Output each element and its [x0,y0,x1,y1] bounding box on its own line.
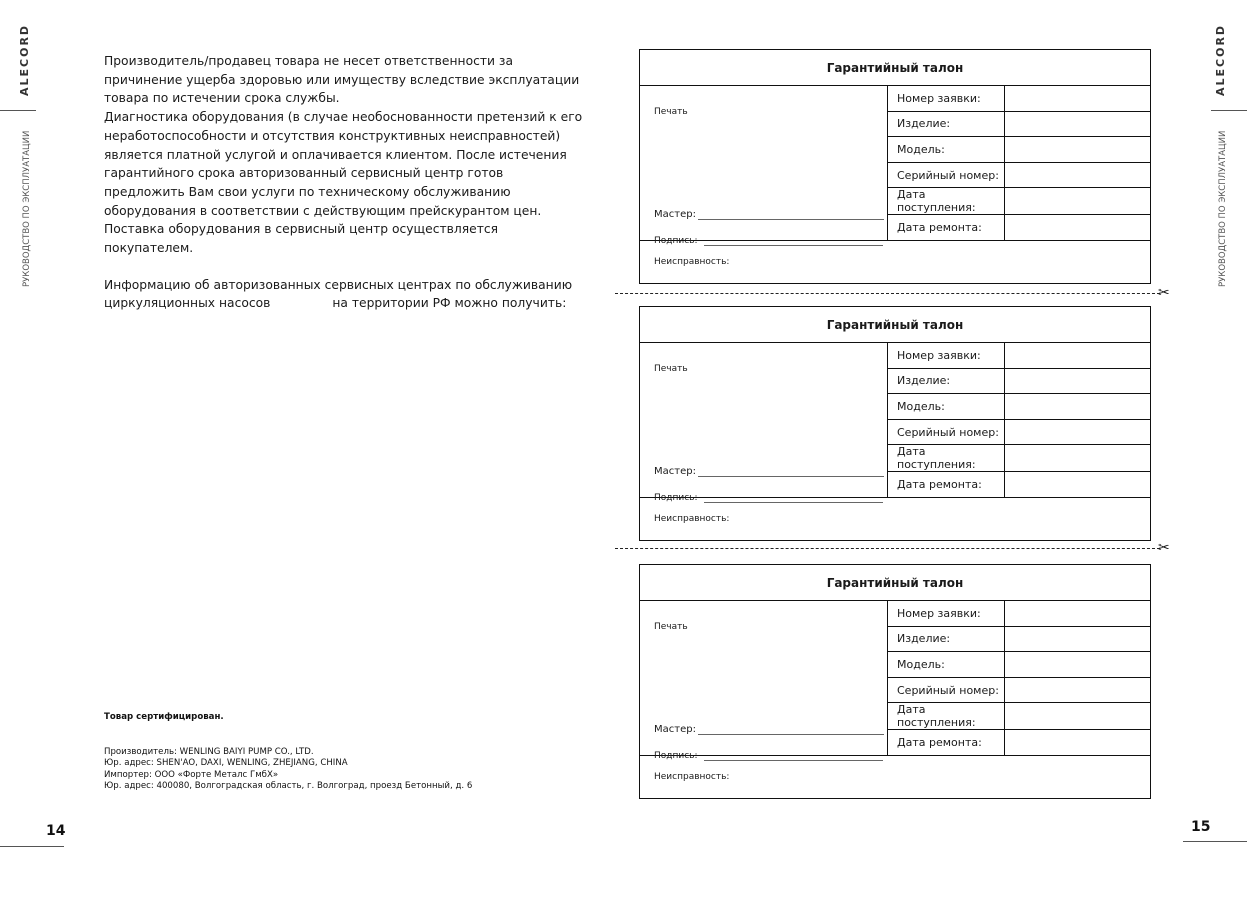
field-label: Модель: [888,394,1005,419]
stamp-area [640,343,888,503]
field-value [1005,163,1150,188]
warranty-coupon-3 [639,564,1151,799]
field-row [888,445,1150,472]
warranty-terms-text [104,52,584,313]
field-row [888,137,1150,163]
brand-right: ALECORD [1214,23,1227,96]
coupon-fields [888,601,1150,755]
field-value [1005,394,1150,419]
scissors-icon: ✂ [1158,540,1170,556]
signature-line [704,492,883,503]
field-label: Дата поступления: [888,188,1005,214]
field-row [888,188,1150,215]
cut-line-1 [615,293,1160,294]
importer-line: Импортер: ООО «Форте Металс ГмбХ» [104,769,279,780]
master-label: Мастер: [654,209,696,220]
field-row [888,420,1150,446]
manual-caption-left: РУКОВОДСТВО ПО ЭКСПЛУАТАЦИИ [22,130,32,287]
field-value [1005,703,1150,729]
brand-divider-right [1211,110,1247,111]
field-label: Модель: [888,137,1005,162]
field-row [888,730,1150,755]
field-label: Дата ремонта: [888,472,1005,497]
field-value [1005,627,1150,652]
field-value [1005,188,1150,214]
field-value [1005,420,1150,445]
field-value [1005,215,1150,240]
field-label: Изделие: [888,627,1005,652]
coupon-title: Гарантийный талон [640,307,1150,343]
field-value [1005,730,1150,755]
field-label: Дата ремонта: [888,215,1005,240]
stamp-area [640,601,888,761]
page-rule-right [1183,841,1247,842]
defect-label: Неисправность: [654,772,730,782]
manufacturer-address: Юр. адрес: SHEN'AO, DAXI, WENLING, ZHEJIANG, CHINA [104,758,348,768]
stamp-label: Печать [654,364,688,374]
stamp-area [640,86,888,246]
paragraph-service-centers: Информацию об авторизованных сервисных центрах по обслуживанию циркуляционных насосов на территории РФ можно получить: [104,277,573,311]
coupon-title: Гарантийный талон [640,50,1150,86]
field-row [888,343,1150,369]
field-row [888,472,1150,497]
page-number-left: 14 [46,823,66,839]
field-label: Изделие: [888,369,1005,394]
master-label: Мастер: [654,724,696,735]
signature-label: Подпись: [654,751,698,761]
manufacturer-line: Производитель: WENLING BAIYI PUMP CO., LTD. [104,746,314,757]
master-line [698,466,884,477]
field-row [888,601,1150,627]
warranty-coupon-2 [639,306,1151,541]
master-label: Мастер: [654,466,696,477]
field-label: Дата поступления: [888,445,1005,471]
coupon-fields [888,343,1150,497]
page-rule-left [0,846,64,847]
signature-line [704,750,883,761]
field-label: Серийный номер: [888,163,1005,188]
master-line [698,724,884,735]
field-label: Дата поступления: [888,703,1005,729]
field-label: Номер заявки: [888,343,1005,368]
field-row [888,112,1150,138]
brand-left: ALECORD [18,23,31,96]
scissors-icon: ✂ [1158,285,1170,301]
field-value [1005,472,1150,497]
field-label: Изделие: [888,112,1005,137]
field-value [1005,112,1150,137]
field-row [888,86,1150,112]
manual-caption-right: РУКОВОДСТВО ПО ЭКСПЛУАТАЦИИ [1218,130,1228,287]
stamp-label: Печать [654,622,688,632]
field-value [1005,445,1150,471]
warranty-coupon-1 [639,49,1151,284]
paragraph-liability: Производитель/продавец товара не несет ответственности за причинение ущерба здоровью или имуществу вследствие эксплуатации товара по истечении срока службы. [104,54,580,106]
defect-label: Неисправность: [654,514,730,524]
field-row [888,652,1150,678]
field-row [888,163,1150,189]
signature-label: Подпись: [654,236,698,246]
field-row [888,215,1150,240]
coupon-title: Гарантийный талон [640,565,1150,601]
footer-legal [104,712,472,793]
signature-line [704,235,883,246]
brand-divider-left [0,110,36,111]
field-value [1005,343,1150,368]
signature-label: Подпись: [654,493,698,503]
field-value [1005,601,1150,626]
field-value [1005,86,1150,111]
paragraph-diagnostics: Диагностика оборудования (в случае необоснованности претензий к его неработоспособности и отсутствия конструктивных неисправностей) является платной услугой и оплачивается клиентом. После истечения гарантийного срока авторизованный сервисный центр готов предложить Вам свои услуги по техническому обслуживанию оборудования в соответствии с действующим прейскурантом цен. Поставка оборудования в сервисный центр осуществляется покупателем. [104,110,583,256]
field-label: Серийный номер: [888,678,1005,703]
field-label: Номер заявки: [888,86,1005,111]
field-label: Дата ремонта: [888,730,1005,755]
field-row [888,394,1150,420]
field-row [888,627,1150,653]
master-line [698,209,884,220]
field-label: Модель: [888,652,1005,677]
cut-line-2 [615,548,1160,549]
field-value [1005,137,1150,162]
defect-label: Неисправность: [654,257,730,267]
field-row [888,703,1150,730]
field-row [888,369,1150,395]
stamp-label: Печать [654,107,688,117]
field-label: Номер заявки: [888,601,1005,626]
field-value [1005,678,1150,703]
certified-note: Товар сертифицирован. [104,712,224,722]
page-number-right: 15 [1191,819,1211,835]
field-value [1005,652,1150,677]
field-label: Серийный номер: [888,420,1005,445]
importer-address: Юр. адрес: 400080, Волгоградская область, г. Волгоград, проезд Бетонный, д. 6 [104,781,473,791]
field-row [888,678,1150,704]
coupon-fields [888,86,1150,240]
field-value [1005,369,1150,394]
